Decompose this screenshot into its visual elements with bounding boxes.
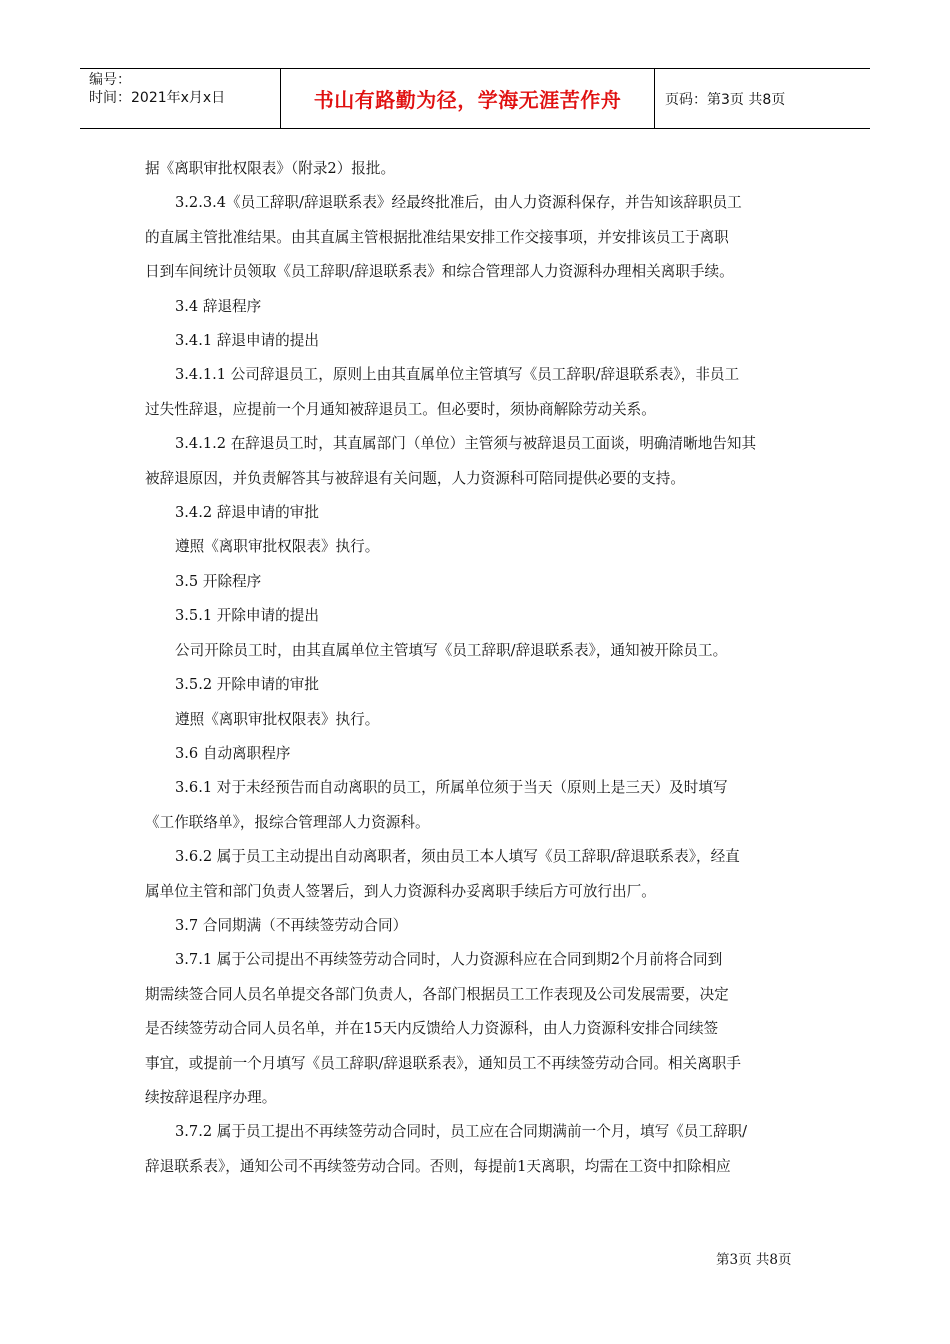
text-line: 3.5.2 开除申请的审批 — [175, 676, 319, 694]
header-meta — [80, 69, 281, 128]
text-line: 3.4.1.2 在辞退员工时，其直属部门（单位）主管须与被辞退员工面谈，明确清晰地告知其 — [175, 435, 757, 453]
header-number: 编号： — [89, 72, 131, 88]
text-line: 据《离职审批权限表》（附录2）报批。 — [145, 160, 396, 177]
text-line: 3.7 合同期满（不再续签劳动合同） — [175, 916, 408, 934]
text-line: 3.4 辞退程序 — [175, 297, 262, 315]
text-line: 事宜，或提前一个月填写《员工辞职/辞退联系表》，通知员工不再续签劳动合同。相关离职手 — [145, 1054, 741, 1072]
page-footer: 第3页 共8页 — [716, 1252, 792, 1268]
text-line: 被辞退原因，并负责解答其与被辞退有关问题，人力资源科可陪同提供必要的支持。 — [145, 469, 685, 487]
header-time: 时间：2021年x月x日 — [89, 90, 226, 106]
text-line: 3.4.1.1 公司辞退员工，原则上由其直属单位主管填写《员工辞职/辞退联系表》，非员工 — [175, 366, 740, 384]
text-line: 期需续签合同人员名单提交各部门负责人，各部门根据员工工作表现及公司发展需要，决定 — [145, 985, 729, 1003]
text-line: 遵照《离职审批权限表》执行。 — [175, 538, 380, 556]
header-page-info: 页码：第3页 共8页 — [665, 91, 786, 108]
text-line: 属单位主管和部门负责人签署后，到人力资源科办妥离职手续后方可放行出厂。 — [145, 882, 656, 900]
page-header — [80, 68, 870, 129]
text-line: 《工作联络单》，报综合管理部人力资源科。 — [145, 813, 430, 831]
text-line: 是否续签劳动合同人员名单，并在15天内反馈给人力资源科，由人力资源科安排合同续签 — [145, 1020, 719, 1038]
text-line: 3.7.1 属于公司提出不再续签劳动合同时，人力资源科应在合同到期2个月前将合同到 — [175, 951, 723, 969]
text-line: 3.2.3.4《员工辞职/辞退联系表》经最终批准后，由人力资源科保存，并告知该辞职员工 — [175, 194, 742, 212]
document-body — [145, 152, 810, 1184]
text-line: 3.6.2 属于员工主动提出自动离职者，须由员工本人填写《员工辞职/辞退联系表》，经直 — [175, 848, 740, 866]
text-line: 3.5.1 开除申请的提出 — [175, 607, 319, 625]
text-line: 3.4.2 辞退申请的审批 — [175, 504, 319, 522]
text-line: 3.7.2 属于员工提出不再续签劳动合同时，员工应在合同期满前一个月，填写《员工辞职/ — [175, 1123, 748, 1141]
text-line: 的直属主管批准结果。由其直属主管根据批准结果安排工作交接事项，并安排该员工于离职 — [145, 228, 729, 246]
header-motto: 书山有路勤为径，学海无涯苦作舟 — [281, 69, 655, 128]
text-line: 遵照《离职审批权限表》执行。 — [175, 710, 380, 728]
text-line: 续按辞退程序办理。 — [145, 1088, 277, 1106]
text-line: 3.6.1 对于未经预告而自动离职的员工，所属单位须于当天（原则上是三天）及时填写 — [175, 779, 728, 797]
text-line: 辞退联系表》，通知公司不再续签劳动合同。否则，每提前1天离职，均需在工资中扣除相应 — [145, 1157, 731, 1175]
text-line: 3.4.1 辞退申请的提出 — [175, 332, 319, 350]
text-line: 过失性辞退，应提前一个月通知被辞退员工。但必要时，须协商解除劳动关系。 — [145, 400, 656, 418]
text-line: 3.5 开除程序 — [175, 572, 262, 590]
text-line: 日到车间统计员领取《员工辞职/辞退联系表》和综合管理部人力资源科办理相关离职手续。 — [145, 263, 734, 281]
text-line: 3.6 自动离职程序 — [175, 744, 291, 762]
text-line: 公司开除员工时，由其直属单位主管填写《员工辞职/辞退联系表》，通知被开除员工。 — [175, 641, 728, 659]
